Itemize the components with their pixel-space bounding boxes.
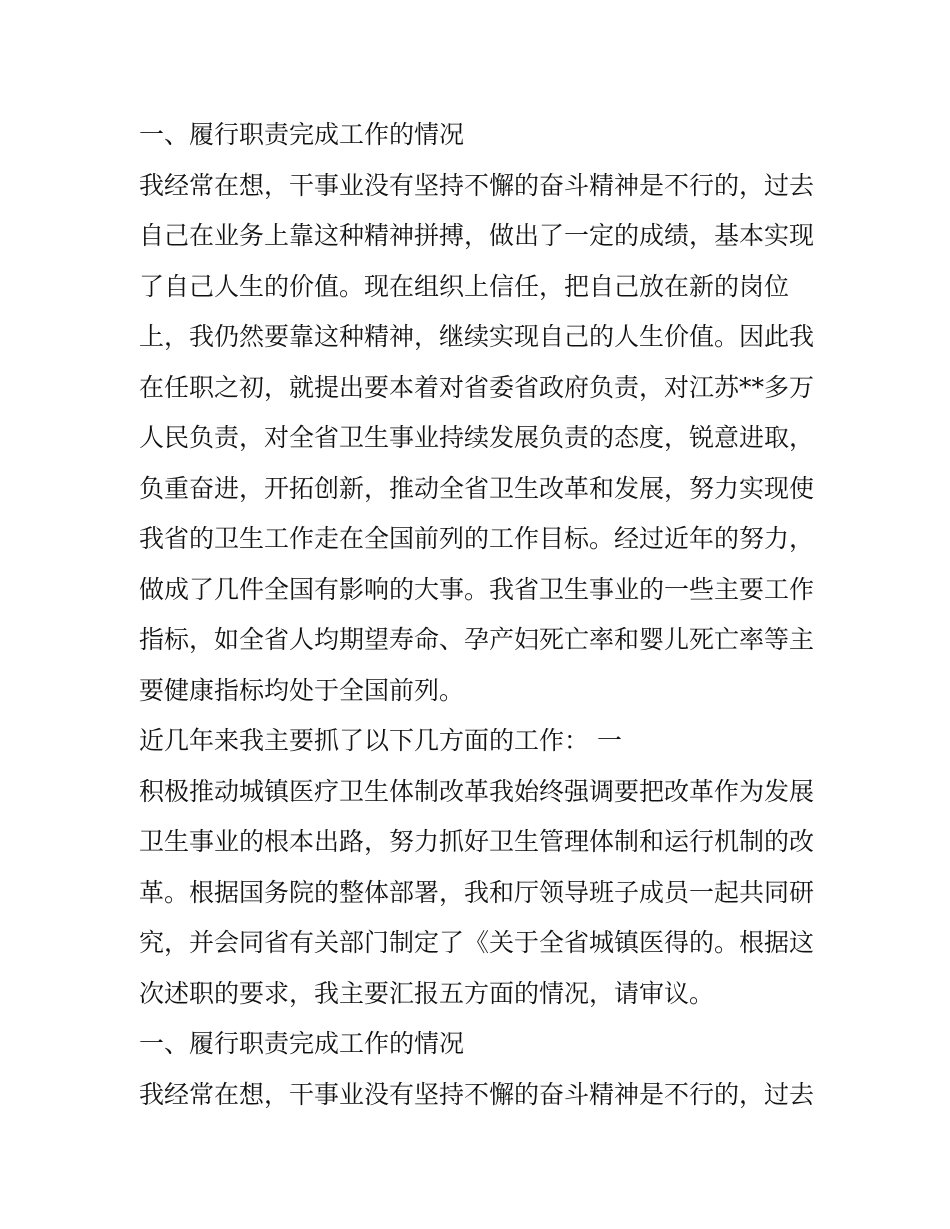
document-body: [139, 110, 819, 1120]
text-line: 积极推动城镇医疗卫生体制改革我始终强调要把改革作为发展: [139, 776, 815, 806]
text-line: 卫生事业的根本出路，努力抓好卫生管理体制和运行机制的改: [139, 827, 815, 856]
text-line: 负重奋进，开拓创新，推动全省卫生改革和发展，努力实现使: [139, 473, 815, 503]
text-line: 自己在业务上靠这种精神拼搏，做出了一定的成绩，基本实现: [139, 221, 815, 250]
section-heading: 一、履行职责完成工作的情况: [139, 120, 465, 149]
text-line: 要健康指标均处于全国前列。: [139, 675, 465, 705]
text-line: 上，我仍然要靠这种精神，继续实现自己的人生价值。因此我: [139, 322, 815, 351]
text-line: 指标，如全省人均期望寿命、孕产妇死亡率和婴儿死亡率等主: [139, 625, 815, 654]
text-line: 究，并会同省有关部门制定了《关于全省城镇医得的。根据这: [139, 928, 815, 957]
text-line: 革。根据国务院的整体部署，我和厅领导班子成员一起共同研: [139, 877, 815, 907]
section-heading: 一、履行职责完成工作的情况: [139, 1029, 465, 1058]
text-line: 了自己人生的价值。现在组织上信任，把自己放在新的岗位: [139, 271, 790, 301]
text-line: 我经常在想，干事业没有坚持不懈的奋斗精神是不行的，过去: [139, 170, 815, 200]
text-line: 近几年来我主要抓了以下几方面的工作： 一: [139, 726, 622, 755]
text-line: 人民负责，对全省卫生事业持续发展负责的态度，锐意进取，: [139, 423, 815, 452]
text-line: 我省的卫生工作走在全国前列的工作目标。经过近年的努力，: [139, 524, 815, 553]
text-line: 做成了几件全国有影响的大事。我省卫生事业的一些主要工作: [139, 574, 815, 604]
text-line: 在任职之初，就提出要本着对省委省政府负责，对江苏**多万: [139, 372, 815, 402]
text-line: 次述职的要求，我主要汇报五方面的情况，请审议。: [139, 978, 715, 1008]
text-line: 我经常在想，干事业没有坚持不懈的奋斗精神是不行的，过去: [139, 1079, 815, 1109]
